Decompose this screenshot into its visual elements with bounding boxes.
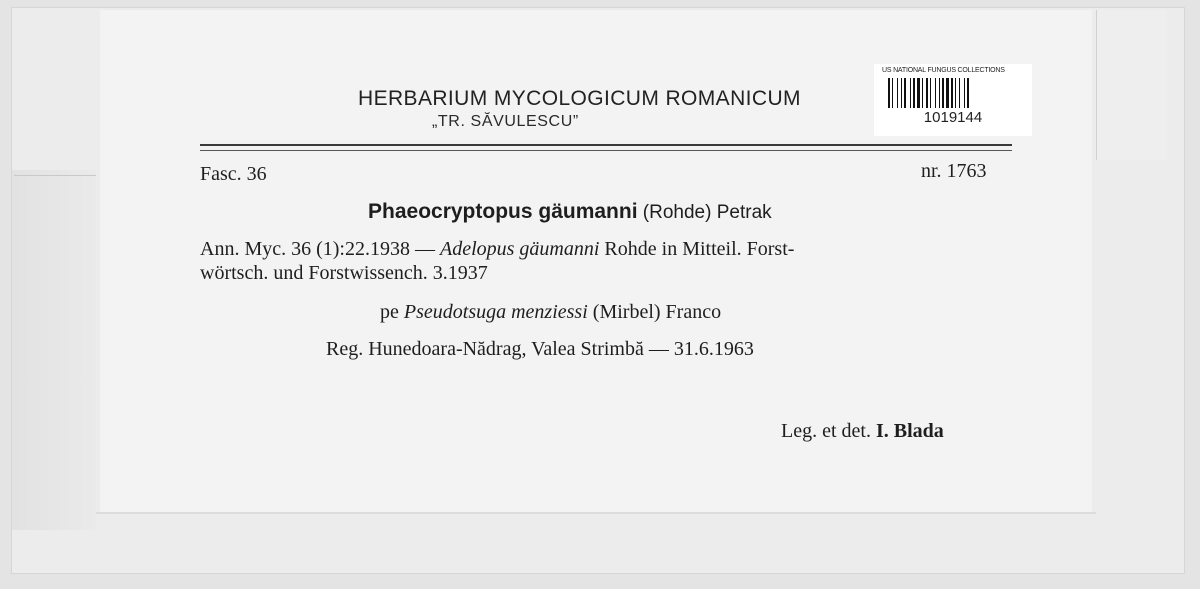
citation-reference: Ann. Myc. 36 (1):22.1938 —	[200, 238, 440, 260]
barcode-bar	[926, 78, 928, 108]
sheet-edge	[1096, 10, 1167, 160]
header-divider-thin	[200, 150, 1012, 151]
fascicle-number: Fasc. 36	[200, 163, 267, 185]
herbarium-subtitle: „TR. SĂVULESCU”	[432, 113, 579, 130]
collector-name: I. Blada	[875, 420, 944, 442]
barcode-bar	[939, 78, 940, 108]
synonym-source: Rohde in Mitteil. Forst-	[599, 238, 795, 260]
barcode-icon	[888, 78, 1020, 108]
herbarium-title: HERBARIUM MYCOLOGICUM ROMANICUM	[358, 87, 801, 110]
barcode-bar	[946, 78, 949, 108]
locality-line: Reg. Hunedoara-Nădrag, Valea Strimbă — 31.6.1963	[326, 338, 754, 360]
citation-line-2: wörtsch. und Forstwissench. 3.1937	[200, 262, 488, 284]
collector-prefix: Leg. et det.	[781, 420, 876, 442]
envelope-fold-line	[14, 175, 96, 176]
barcode-number: 1019144	[923, 109, 983, 126]
barcode-bar	[955, 78, 956, 108]
barcode-tag	[874, 64, 1032, 136]
envelope-flap	[12, 170, 96, 530]
barcode-bar	[910, 78, 911, 108]
barcode-bar	[942, 78, 944, 108]
collector-line	[781, 420, 944, 443]
barcode-bar	[904, 78, 906, 108]
barcode-collection-label: US NATIONAL FUNGUS COLLECTIONS	[882, 67, 1005, 74]
host-name: Pseudotsuga menziessi	[403, 301, 588, 323]
host-line	[380, 301, 721, 324]
barcode-bar	[913, 78, 915, 108]
host-prefix: pe	[380, 301, 404, 323]
synonym-name: Adelopus gäumanni	[439, 238, 600, 260]
barcode-bar	[951, 78, 953, 108]
host-author: (Mirbel) Franco	[587, 301, 722, 323]
citation-line-1	[200, 238, 794, 261]
barcode-bar	[901, 78, 902, 108]
taxon-name: Phaeocryptopus gäumanni	[368, 200, 638, 223]
taxon-author: (Rohde) Petrak	[642, 202, 772, 223]
header-divider	[200, 144, 1012, 146]
specimen-number: nr. 1763	[921, 160, 987, 182]
barcode-bar	[967, 78, 969, 108]
barcode-bar	[930, 78, 931, 108]
taxon-line	[368, 199, 772, 224]
barcode-bar	[935, 78, 936, 108]
barcode-bar	[917, 78, 920, 108]
barcode-bar	[964, 78, 965, 108]
envelope-bottom-fold	[96, 512, 1096, 514]
barcode-bar	[959, 78, 960, 108]
barcode-bar	[888, 78, 890, 108]
barcode-bar	[897, 78, 898, 108]
barcode-bar	[922, 78, 923, 108]
barcode-bar	[892, 78, 893, 108]
